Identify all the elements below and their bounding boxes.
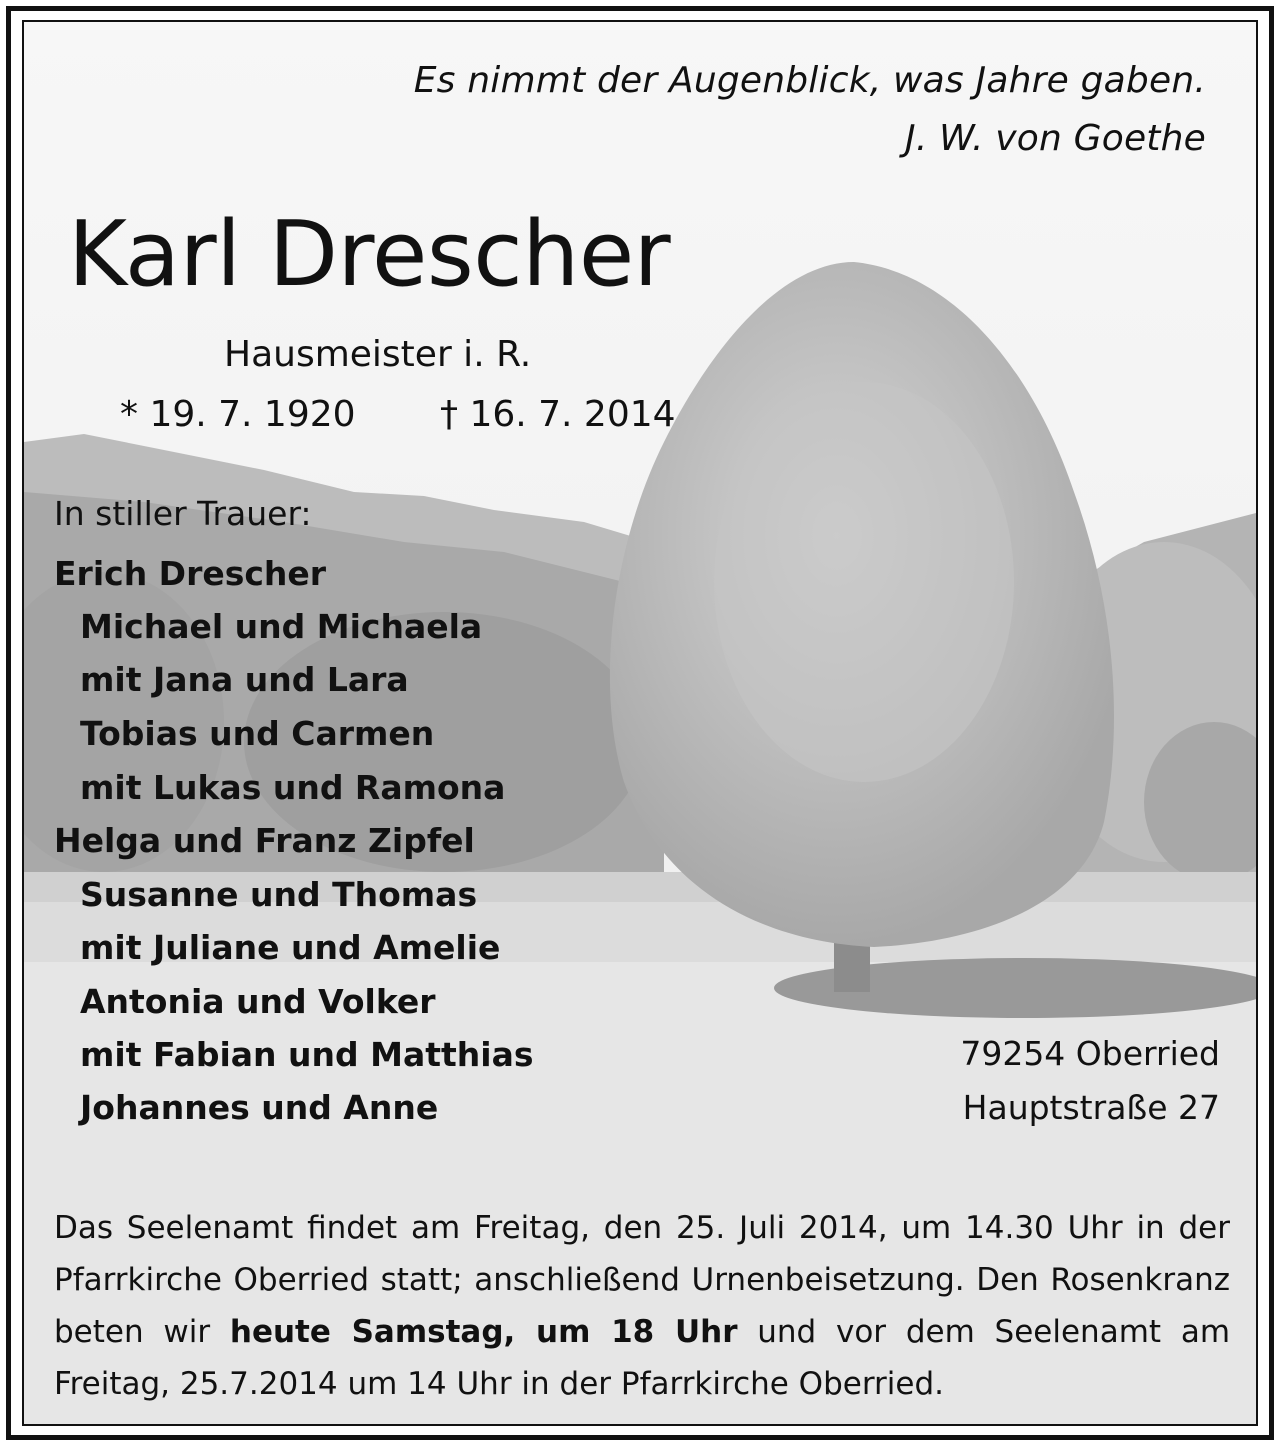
notice-emphasis: heute Samstag, um 18 Uhr [229,1314,738,1350]
mourner-line: mit Fabian und Matthias [80,1035,534,1074]
birth-date: * 19. 7. 1920 [120,394,356,435]
address-city: 79254 Oberried [960,1034,1220,1073]
mourner-line: Johannes und Anne [80,1088,439,1127]
service-notice [54,1202,1230,1410]
mourner-line: mit Jana und Lara [80,660,409,699]
quote-line: Es nimmt der Augenblick, was Jahre gaben. [413,60,1206,101]
death-date: † 16. 7. 2014 [440,394,676,435]
mourner-line: mit Lukas und Ramona [80,768,506,807]
deceased-role: Hausmeister i. R. [224,334,532,375]
address-street: Hauptstraße 27 [962,1088,1220,1127]
mourner-line: Tobias und Carmen [80,714,435,753]
mourner-line: Helga und Franz Zipfel [54,821,475,860]
mourner-line: Antonia und Volker [80,982,436,1021]
notice-text: Das Seelenamt findet am Freitag, den 25. Juli 2014, um 14.30 Uhr in der Pfarrkirche Oberried statt; anschließend Urnenbeisetzung. Den Rosenkranz beten wir [54,1210,1230,1350]
mourner-line: Erich Drescher [54,554,327,593]
deceased-name: Karl Drescher [68,202,671,307]
mourner-line: Michael und Michaela [80,607,483,646]
mourner-line: Susanne und Thomas [80,875,478,914]
quote-author: J. W. von Goethe [905,118,1206,159]
mourner-line: mit Juliane und Amelie [80,928,501,967]
notice-text-end: und vor dem Seelenamt am Freitag, 25.7.2014 um 14 Uhr in der Pfarrkirche Oberried. [54,1314,1231,1402]
obituary-panel [22,20,1258,1426]
mourners-intro: In stiller Trauer: [54,494,312,533]
